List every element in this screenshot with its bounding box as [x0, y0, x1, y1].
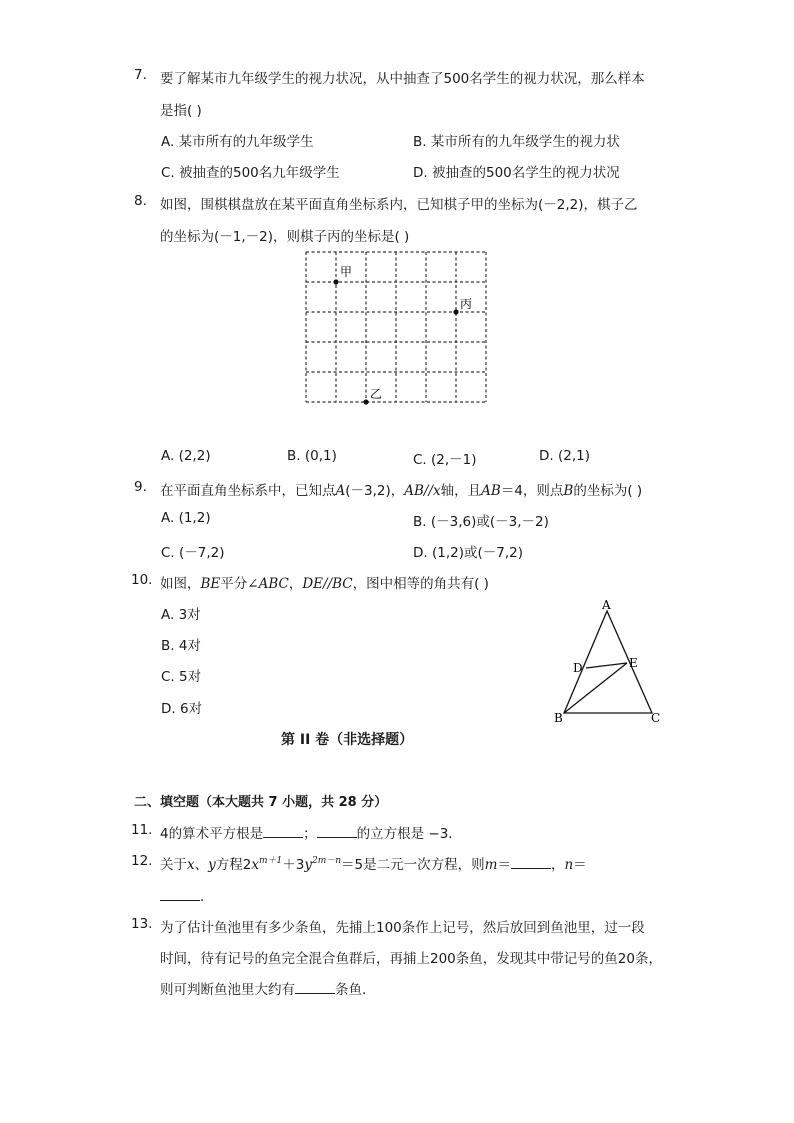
option-d: D. (1,2)或(－7,2): [413, 545, 523, 561]
option-d: D. 被抽查的500名学生的视力状况: [413, 165, 620, 181]
option-d: D. (2,1): [539, 448, 590, 464]
option-b: B. 4对: [161, 638, 201, 654]
go-board-figure: [300, 245, 500, 410]
board-grid: [306, 252, 486, 402]
question-number: 7.: [134, 67, 147, 83]
question-text: 4的算术平方根是 ； 的立方根是 −3．: [160, 826, 462, 842]
question-text-line1: 为了估计鱼池里有多少条鱼，先捕上100条作上记号，然后放回到鱼池里，过一段: [160, 920, 645, 936]
vertex-c-label: C: [651, 711, 661, 725]
question-text-line3: 则可判断鱼池里大约有 条鱼．: [160, 982, 376, 998]
option-d: D. 6对: [161, 701, 203, 717]
option-c: C. (－7,2): [161, 545, 225, 561]
option-c: C. 被抽查的500名九年级学生: [161, 165, 340, 181]
option-a: A. 某市所有的九年级学生: [161, 134, 314, 150]
label-jia: 甲: [340, 265, 353, 279]
answer-blank-n[interactable]: [160, 888, 200, 901]
point-e-label: E: [629, 656, 638, 670]
question-number: 12.: [131, 853, 153, 869]
answer-blank-m[interactable]: [511, 856, 551, 869]
question-text-line2: 是指( ): [160, 103, 202, 119]
part-title: 第 II 卷（非选择题）: [281, 732, 414, 748]
question-number: 9.: [134, 479, 147, 495]
option-a: A. (2,2): [161, 448, 211, 464]
option-c: C. 5对: [161, 669, 202, 685]
question-number: 13.: [131, 916, 153, 932]
section-heading: 二、填空题（本大题共 7 小题，共 28 分）: [134, 795, 388, 810]
point-d-label: D: [573, 661, 583, 675]
question-text-line2: ．: [160, 885, 214, 905]
label-yi: 乙: [370, 387, 383, 401]
question-text-line2: 的坐标为(－1,－2)，则棋子丙的坐标是( ): [160, 229, 410, 245]
label-bing: 丙: [460, 297, 473, 311]
vertex-a-label: A: [602, 598, 611, 612]
question-text-line2: 时间，待有记号的鱼完全混合鱼群后，再捕上200条鱼，发现其中带记号的鱼20条，: [160, 951, 662, 967]
option-a: A. (1,2): [161, 510, 211, 526]
question-number: 11.: [131, 822, 153, 838]
question-text-line1: 关于x、y方程$2x^{m+1}+3y^{2m-n}=5$是二元一次方程，则m＝ ，n＝: [160, 856, 587, 873]
answer-blank[interactable]: [317, 825, 357, 838]
option-a: A. 3对: [161, 607, 201, 623]
option-b: B. (0,1): [287, 448, 337, 464]
option-b: B. 某市所有的九年级学生的视力状: [413, 134, 620, 150]
answer-blank[interactable]: [263, 825, 303, 838]
question-number: 8.: [134, 193, 147, 209]
question-text-line1: 如图，围棋棋盘放在某平面直角坐标系内，已知棋子甲的坐标为(－2,2)，棋子乙: [160, 197, 638, 213]
question-number: 10.: [131, 572, 153, 588]
stone-jia: [333, 279, 338, 284]
question-text-line1: 如图，BE平分∠ABC，DE//BC，图中相等的角共有( ): [160, 576, 489, 592]
option-c: C. (2,－1): [413, 452, 477, 468]
vertex-b-label: B: [554, 711, 563, 725]
stone-bing: [453, 309, 458, 314]
triangle-figure: [550, 597, 675, 727]
answer-blank[interactable]: [295, 981, 335, 994]
option-b: B. (－3,6)或(－3,－2): [413, 514, 549, 530]
question-text-line1: 要了解某市九年级学生的视力状况，从中抽查了500名学生的视力状况，那么样本: [160, 71, 645, 87]
stone-yi: [363, 399, 368, 404]
question-text-line1: 在平面直角坐标系中，已知点A(－3,2)，AB//x轴，且AB＝4，则点B的坐标为( ): [160, 483, 643, 499]
